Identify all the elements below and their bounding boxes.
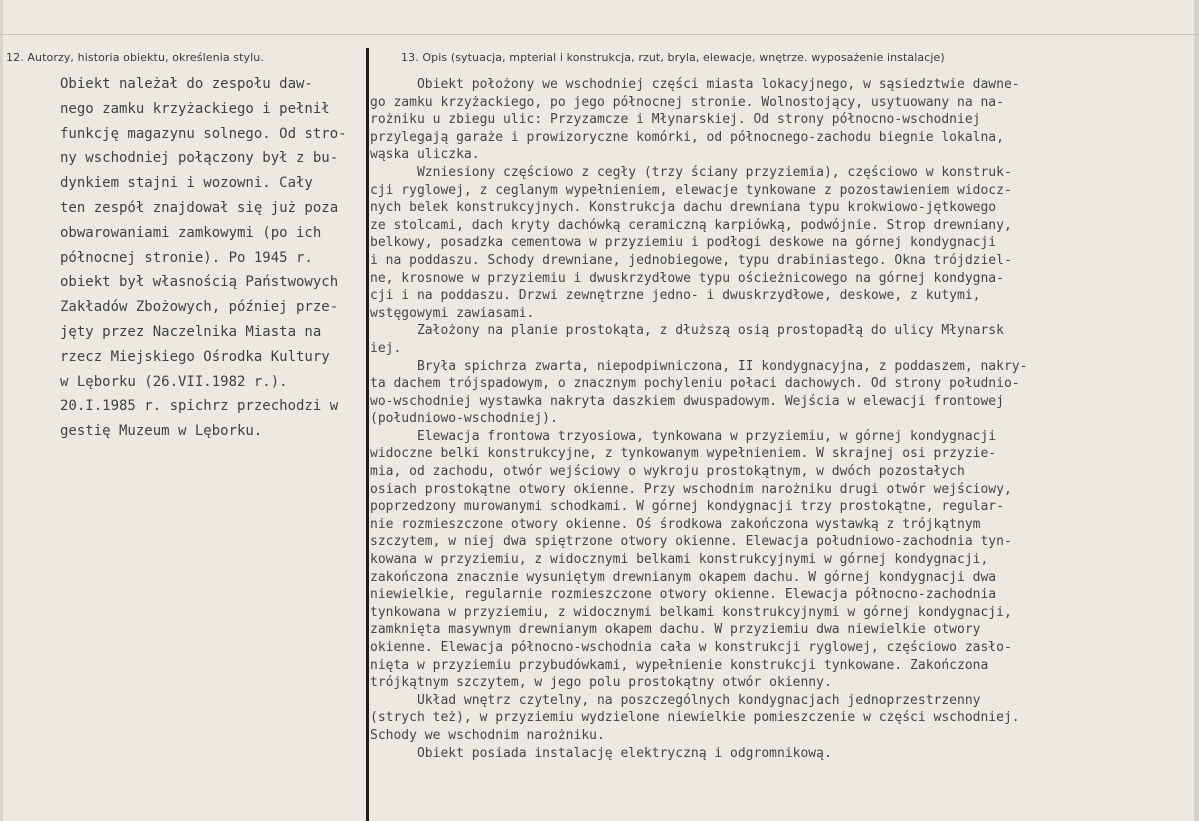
text-line: zamknięta masywnym drewnianym okapem dachu. W przyziemiu dwa niewielkie otwory xyxy=(370,622,981,638)
text-line: obiekt był własnością Państwowych xyxy=(60,274,339,291)
text-line: wstęgowymi zawiasami. xyxy=(370,305,535,321)
text-line: i na poddaszu. Schody drewniane, jednobiegowe, typu drabiniastego. Okna trójdziel- xyxy=(370,252,1012,268)
text-line: nie rozmieszczone otwory okienne. Oś środkowa zakończona wystawką z trójkątnym xyxy=(370,516,981,532)
text-line: ten zespół znajdował się już poza xyxy=(60,199,339,216)
text-line: Założony na planie prostokąta, z dłuższą osią prostopadłą do ulicy Młynarsk xyxy=(370,323,1004,339)
text-line: kowana w przyziemiu, z widocznymi belkami konstrukcyjnymi w górnej kondygnacji, xyxy=(370,552,989,568)
text-line: poprzedzony murowanymi schodkami. W górnej kondygnacji trzy prostokątne, regular- xyxy=(370,499,1004,515)
text-line: szczytem, w niej dwa spiętrzone otwory okienne. Elewacja południowo-zachodnia tyn- xyxy=(370,534,1012,550)
text-line: cji i na poddaszu. Drzwi zewnętrzne jedno- i dwuskrzydłowe, deskowe, z kutymi, xyxy=(370,288,981,304)
text-line: osiach prostokątne otwory okienne. Przy wschodnim narożniku drugi otwór wejściowy, xyxy=(370,481,1012,497)
text-line: dynkiem stajni i wozowni. Cały xyxy=(60,175,313,192)
text-line: przylegają garaże i prowizoryczne komórki, od północnego-zachodu biegnie lokalna, xyxy=(370,129,1004,145)
text-line: Obiekt należał do zespołu daw- xyxy=(60,76,313,92)
text-line: jęty przez Naczelnika Miasta na xyxy=(60,323,322,340)
text-line: 20.I.1985 r. spichrz przechodzi w xyxy=(60,398,339,415)
top-rule xyxy=(0,34,1199,35)
text-line: ne, krosnowe w przyziemiu i dwuskrzydłowe typu ościeżnicowego na górnej kondygna- xyxy=(370,270,1004,286)
text-line: nych belek konstrukcyjnych. Konstrukcja dachu drewniana typu krokwiowo-jętkowego xyxy=(370,200,997,216)
text-line: obwarowaniami zamkowymi (po ich xyxy=(60,224,322,241)
text-line: Bryła spichrza zwarta, niepodpiwniczona, II kondygnacyjna, z poddaszem, nakry- xyxy=(370,358,1028,374)
text-line: Schody we wschodnim narożniku. xyxy=(370,727,605,743)
text-line: Układ wnętrz czytelny, na poszczególnych kondygnacjach jednoprzestrzenny xyxy=(370,692,981,708)
text-line: Elewacja frontowa trzyosiowa, tynkowana w przyziemiu, w górnej kondygnacji xyxy=(370,428,997,444)
text-line: trójkątnym szczytem, w jego polu prostokątny otwór okienny. xyxy=(370,675,832,691)
text-line: iej. xyxy=(370,340,402,356)
text-line: nego zamku krzyżackiego i pełnił xyxy=(60,100,330,117)
text-line: widoczne belki konstrukcyjne, z tynkowanym wypełnieniem. W skrajnej osi przyzie- xyxy=(370,446,997,462)
text-line: okienne. Elewacja północno-wschodnia cała w konstrukcji ryglowej, częściowo zasło- xyxy=(370,640,1012,655)
text-line: (południowo-wschodniej). xyxy=(370,411,558,427)
text-line: niewielkie, regularnie rozmieszczone otwory okienne. Elewacja północno-zachodnia xyxy=(370,587,997,603)
history-text xyxy=(60,72,360,444)
text-line: Zakładów Zbożowych, później prze- xyxy=(60,299,339,316)
text-line: zakończona znacznie wysuniętym drewnianym okapem dachu. W górnej kondygnacji dwa xyxy=(370,569,997,585)
text-line: ny wschodniej połączony był z bu- xyxy=(60,150,339,167)
text-line: wo-wschodniej wystawka nakryta daszkiem dwuspadowym. Wejścia w elewacji frontowej xyxy=(370,393,1004,409)
column-divider xyxy=(366,48,369,821)
text-line: ta dachem trójspadowym, o znacznym pochyleniu połaci dachowych. Od strony południo- xyxy=(370,376,1020,392)
text-line: Obiekt położony we wschodniej części miasta lokacyjnego, w sąsiedztwie dawne- xyxy=(370,77,1020,92)
text-line: (strych też), w przyziemiu wydzielone niewielkie pomieszczenie w części wschodniej. xyxy=(370,710,1020,726)
text-line: mia, od zachodu, otwór wejściowy o wykroju prostokątnym, w dwóch pozostałych xyxy=(370,464,965,480)
text-line: w Lęborku (26.VII.1982 r.). xyxy=(60,373,288,390)
section-12-heading: 12. Autorzy, historia obiektu, określenia stylu. xyxy=(6,51,264,64)
text-line: gestię Muzeum w Lęborku. xyxy=(60,423,263,440)
text-line: północnej stronie). Po 1945 r. xyxy=(60,249,313,266)
description-text xyxy=(370,76,1196,762)
text-line: funkcję magazynu solnego. Od stro- xyxy=(60,125,347,142)
section-13-heading: 13. Opis (sytuacja, mpterial i konstrukcja, rzut, bryla, elewacje, wnętrze. wyposażenie instalacje) xyxy=(401,51,945,64)
text-line: Wzniesiony częściowo z cegły (trzy ściany przyziemia), częściowo w konstruk- xyxy=(370,164,1012,180)
text-line: rzecz Miejskiego Ośrodka Kultury xyxy=(60,348,330,365)
text-line: ze stolcami, dach kryty dachówką ceramiczną karpiówką, podwójnie. Strop drewniany, xyxy=(370,217,1012,233)
text-line: cji ryglowej, z ceglanym wypełnieniem, elewacje tynkowane z pozostawieniem widocz- xyxy=(370,182,1012,198)
text-line: Obiekt posiada instalację elektryczną i odgromnikową. xyxy=(370,745,832,761)
text-line: belkowy, posadzka cementowa w przyziemiu i podłogi deskowe na górnej kondygnacji xyxy=(370,235,997,251)
left-edge xyxy=(0,0,3,821)
text-line: wąska uliczka. xyxy=(370,147,480,163)
text-line: tynkowana w przyziemiu, z widocznymi belkami konstrukcyjnymi w górnej kondygnacji, xyxy=(370,604,1012,620)
text-line: go zamku krzyżackiego, po jego północnej stronie. Wolnostojący, usytuowany na na- xyxy=(370,94,1004,110)
text-line: nięta w przyziemiu przybudówkami, wypełnienie konstrukcji tynkowane. Zakończona xyxy=(370,657,989,673)
text-line: rożniku u zbiegu ulic: Przyzamcze i Młynarskiej. Od strony północno-wschodniej xyxy=(370,112,981,128)
